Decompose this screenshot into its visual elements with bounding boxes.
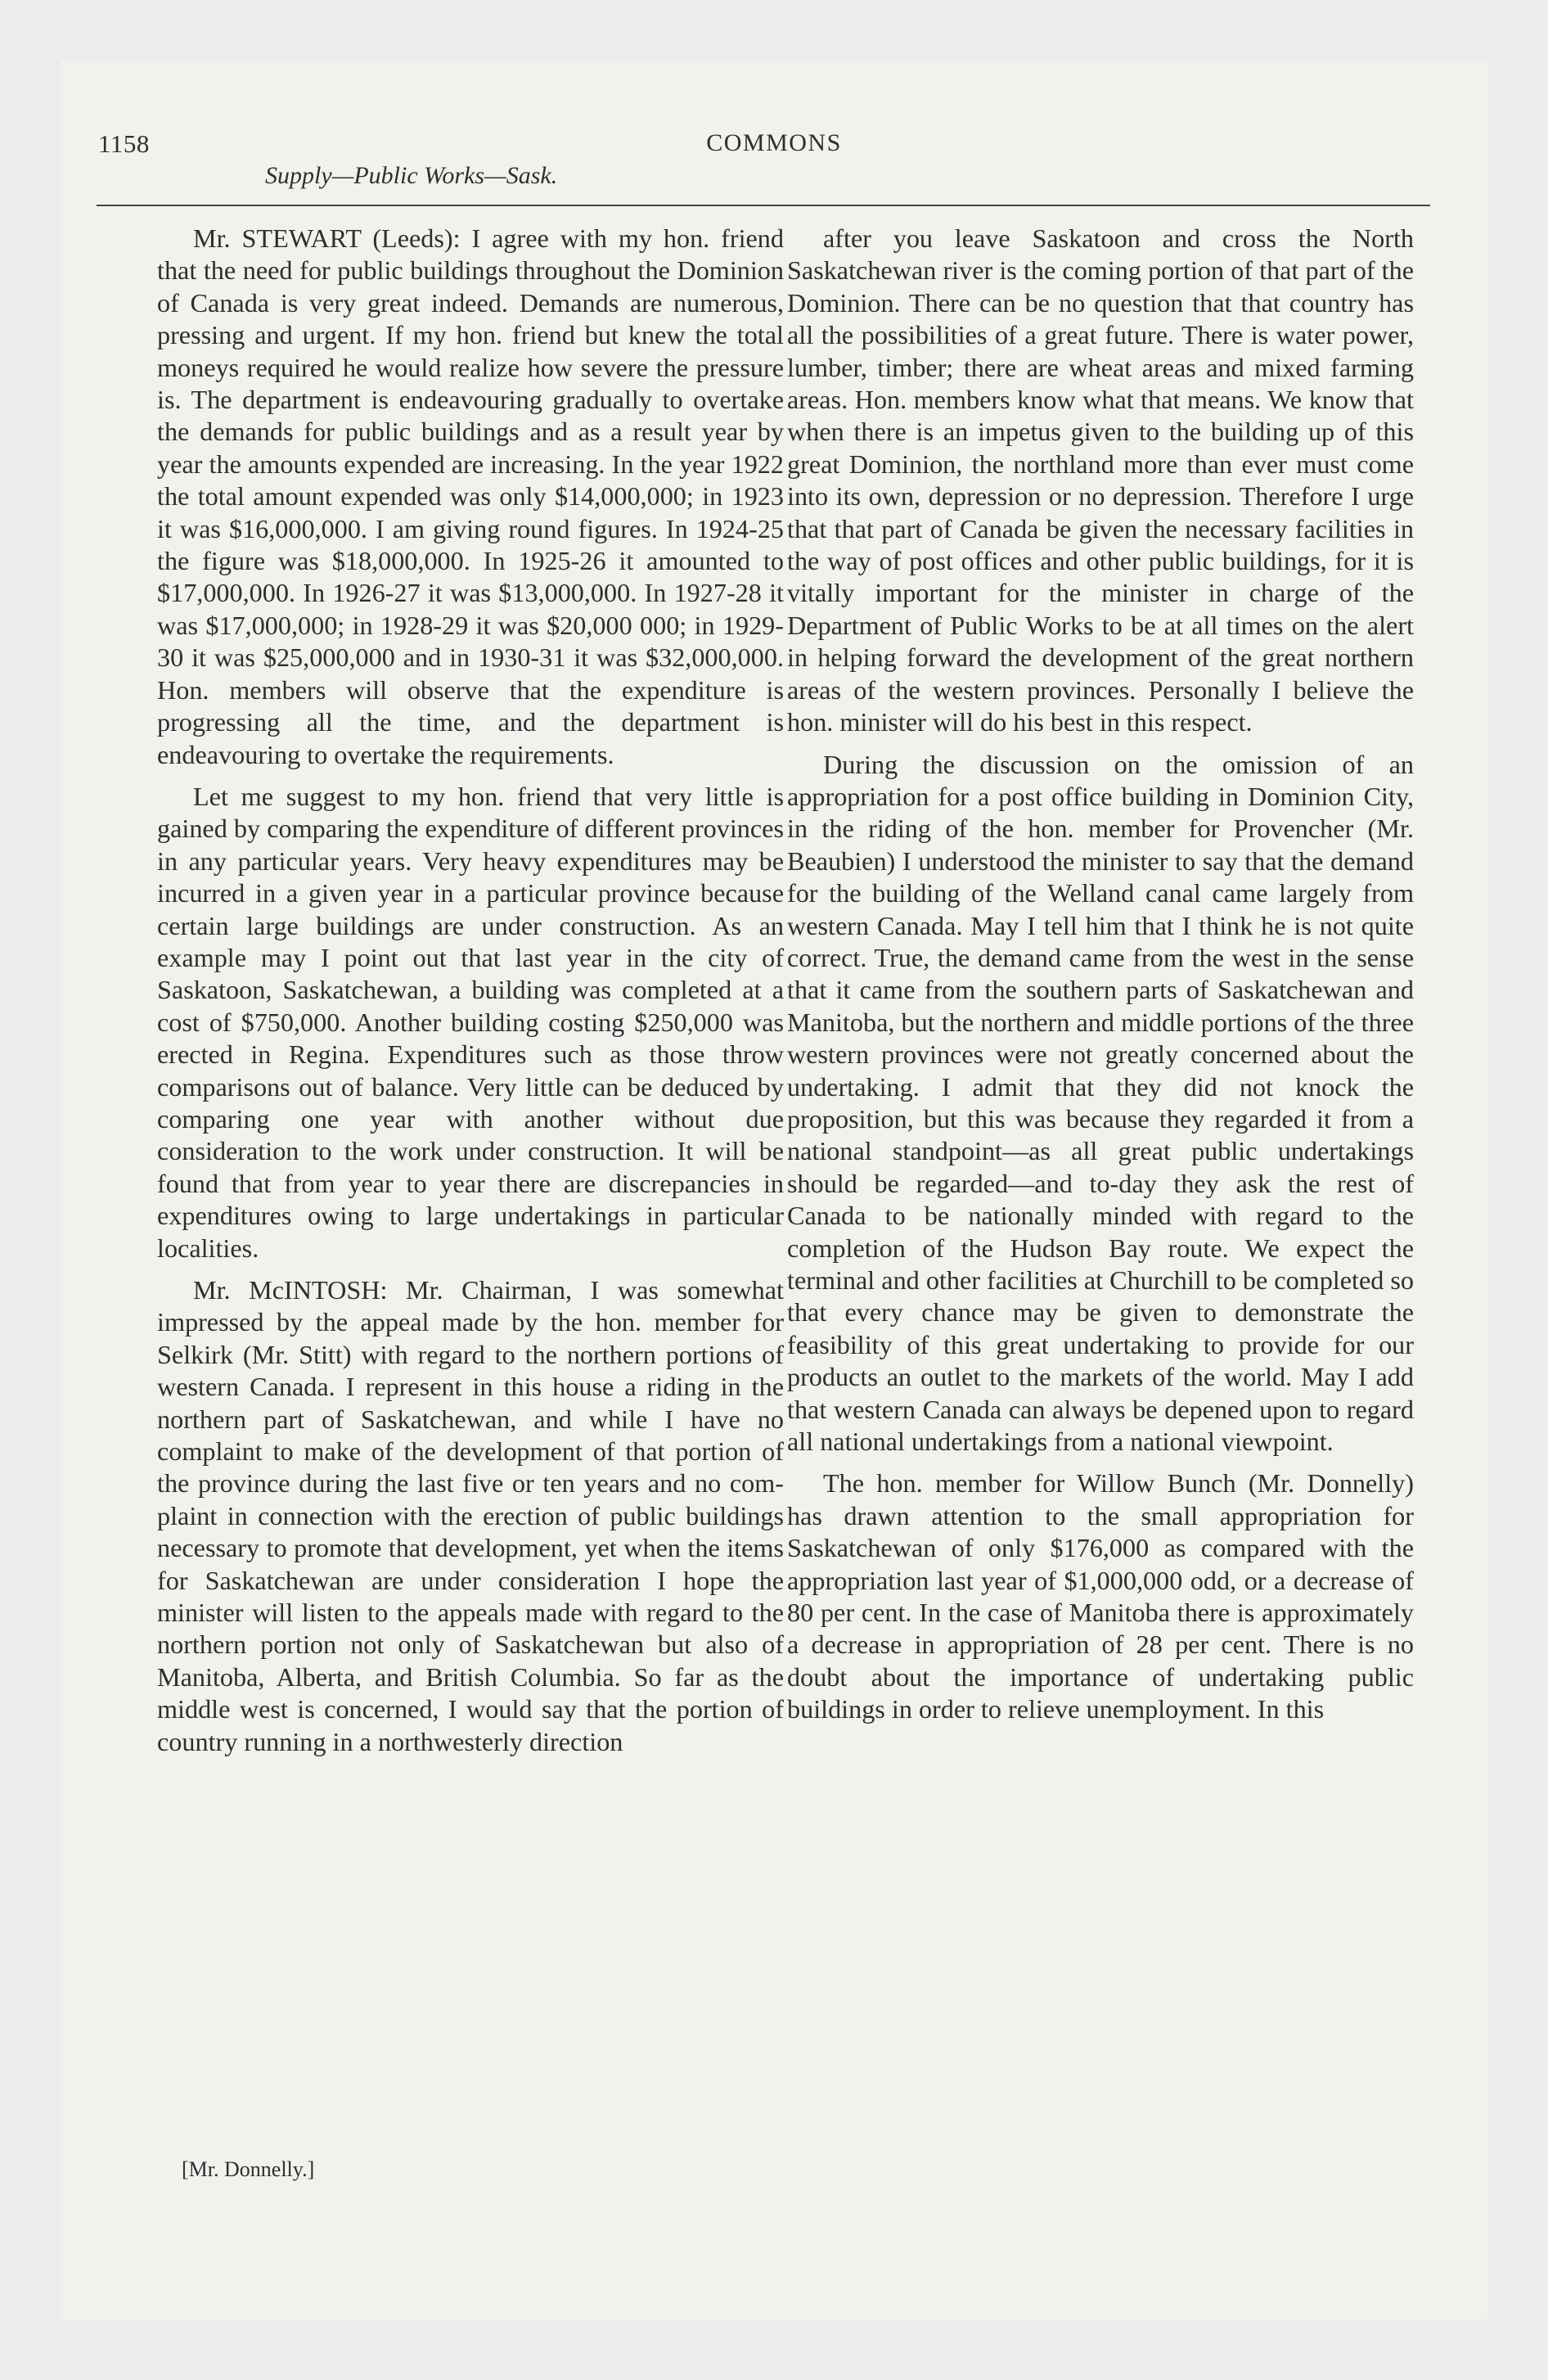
- paragraph: The hon. member for Willow Bunch (Mr. Donnelly) has drawn attention to the small appropriation for Saskatchewan of only $176,000 as compared with the appropriation last year of $1,000,000 odd, or a decrease of 80 per cent. In the case of Manitoba there is approximately a decrease in appropriation of 28 per cent. There is no doubt about the importance of undertaking public buildings in order to relieve unemployment. In this: [787, 1468, 1414, 1724]
- paragraph: Mr. STEWART (Leeds): I agree with my hon. friend that the need for public buildings throughout the Dominion of Canada is very great indeed. Demands are numerous, pressing and urgent. If my hon. friend but knew the total moneys required he would realize how severe the pressure is. The department is endeavouring gradually to overtake the demands for public buildings and as a result year by year the amounts expended are increasing. In the year 1922 the total amount expended was only $14,000,000; in 1923 it was $16,000,000. I am giving round figures. In 1924-25 the figure was $18,000,000. In 1925-26 it amounted to $17,000,000. In 1926-27 it was $13,000,000. In 1927-28 it was $17,000,000; in 1928-29 it was $20,000 000; in 1929-30 it was $25,000,000 and in 1930-31 it was $32,000,000. Hon. members will observe that the expenditure is progressing all the time, and the department is endeavouring to overtake the requirements.: [157, 223, 784, 769]
- paragraph: Let me suggest to my hon. friend that very little is gained by comparing the expenditure of different provinces in any particular years. Very heavy expenditures may be incurred in a given year in a particular province because certain large buildings are under construction. As an example may I point out that last year in the city of Saskatoon, Saskatchewan, a building was completed at a cost of $750,000. Another building costing $250,000 was erected in Regina. Expenditures such as those throw comparisons out of balance. Very little can be deduced by comparing one year with another without due consideration to the work under construction. It will be found that from year to year there are discrepancies in expenditures owing to large undertakings in particular localities.: [157, 781, 784, 1263]
- page-title: COMMONS: [706, 129, 842, 156]
- header-rule: [97, 205, 1430, 206]
- running-head: Supply—Public Works—Sask.: [265, 162, 558, 189]
- paragraph: after you leave Saskatoon and cross the North Saskatchewan river is the coming portion of that part of the Dominion. There can be no question that that country has all the possibilities of a great future. There is water power, lumber, timber; there are wheat areas and mixed farming areas. Hon. members know what that means. We know that when there is an impetus given to the building up of this great Dominion, the northland more than ever must come into its own, depression or no depression. Therefore I urge that that part of Canada be given the necessary facilities in the way of post offices and other public buildings, for it is vitally important for the minister in charge of the Department of Public Works to be at all times on the alert in helping forward the development of the great northern areas of the western provinces. Personally I believe the hon. minister will do his best in this respect.: [787, 223, 1414, 737]
- speaker-footnote: [Mr. Donnelly.]: [182, 2157, 315, 2181]
- paragraph: During the discussion on the omission of an appropriation for a post office building in Dominion City, in the riding of the hon. member for Provencher (Mr. Beaubien) I understood the minister to say that the demand for the building of the Welland canal came largely from western Canada. May I tell him that I think he is not quite correct. True, the demand came from the west in the sense that it came from the southern parts of Saskatchewan and Manitoba, but the northern and middle portions of the three western provinces were not greatly concerned about the undertaking. I admit that they did not knock the proposition, but this was because they regarded it from a national standpoint—as all great public undertakings should be regarded—and to-day they ask the rest of Canada to be nationally minded with regard to the completion of the Hudson Bay route. We expect the terminal and other facilities at Churchill to be completed so that every chance may be given to demonstrate the feasibility of this great undertaking to provide for our products an outlet to the markets of the world. May I add that western Canada can always be depened upon to regard all national undertakings from a national viewpoint.: [787, 749, 1415, 1457]
- left-column: [157, 223, 784, 1768]
- page-number: 1158: [98, 129, 150, 158]
- paragraph: Mr. McINTOSH: Mr. Chairman, I was somewhat impressed by the appeal made by the hon. member for Selkirk (Mr. Stitt) with regard to the northern portions of western Canada. I represent in this house a riding in the northern part of Saskatchewan, and while I have no complaint to make of the development of that portion of the province during the last five or ten years and no complaint in connection with the erection of public buildings necessary to promote that development, yet when the items for Saskatchewan are under consideration I hope the minister will listen to the appeals made with regard to the northern portion not only of Saskatchewan but also of Manitoba, Alberta, and British Columbia. So far as the middle west is concerned, I would say that the portion of country running in a northwesterly direction: [157, 1275, 784, 1756]
- right-column: [787, 223, 1414, 1736]
